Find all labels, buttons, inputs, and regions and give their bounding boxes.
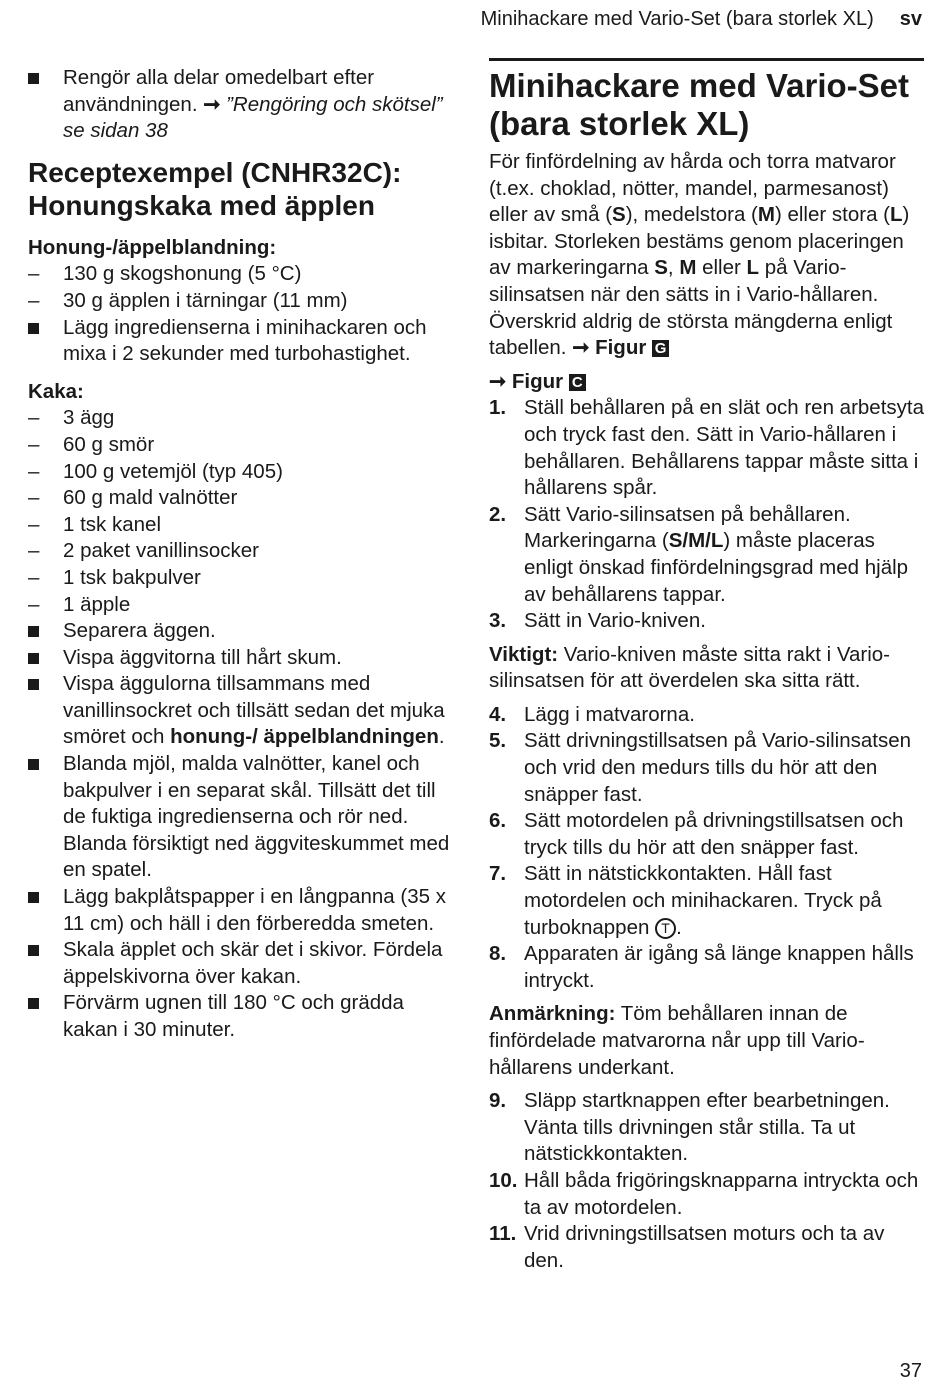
important-note: Viktigt: Vario-kniven måste sitta rakt i Vario-silinsatsen för att överdelen ska sitta rätt. (489, 642, 891, 693)
list-item: – 60 g mald valnötter (28, 486, 238, 510)
intro-paragraph: För finfördelning av hårda och torra matvaror (t.ex. choklad, nötter, mandel, parmesanost) eller av små (S), medelstora (M) eller stora (L) isbitar. Storleken bestäms genom placeringen av markeringarna S, M eller L på Vario-silinsatsen när den sätts in i Vario-hållaren. (489, 150, 910, 306)
bullet-square-icon (28, 645, 39, 672)
list-item: Vispa äggulorna tillsammans med vanillinsockret och tillsätt sedan det mjuka smöret och honung-/ äppelblandningen. (28, 671, 458, 751)
header-title: Minihackare med Vario-Set (bara storlek XL) (480, 8, 874, 30)
numbered-step: 2. Sätt Vario-silinsatsen på behållaren. Markeringarna (S/M/L) måste placeras enligt önskad finfördelningsgrad med hjälp av behållarens tappar. (489, 502, 909, 606)
list-item: Blanda mjöl, malda valnötter, kanel och bakpulver i en separat skål. Tillsätt det till de fuktiga ingredienserna och rör ned. Blanda försiktigt ned äggviteskummet med en spatel. (28, 751, 458, 884)
numbered-step: 3. Sätt in Vario-kniven. (489, 609, 706, 633)
list-item: Skala äpplet och skär det i skivor. Fördela äppelskivorna över kakan. (28, 937, 458, 990)
section-rule (489, 58, 924, 61)
list-item: Förvärm ugnen till 180 °C och grädda kakan i 30 minuter. (28, 990, 458, 1043)
left-column (28, 65, 458, 1044)
figure-letter-badge: G (652, 340, 669, 357)
numbered-step: 5. Sätt drivningstillsatsen på Vario-silinsatsen och vrid den medurs tills du hör att den snäpper fast. (489, 729, 912, 806)
numbered-step: 11. Vrid drivningstillsatsen moturs och ta av den. (489, 1222, 885, 1272)
remark-note: Anmärkning: Töm behållaren innan de finfördelade matvarorna når upp till Vario-hållarens underkant. (489, 1002, 865, 1079)
list-item: – 1 tsk kanel (28, 512, 161, 536)
list-item: Lägg ingredienserna i minihackaren och mixa i 2 sekunder med turbohastighet. (28, 315, 458, 368)
bullet-square-icon (28, 751, 39, 778)
bullet-square-icon (28, 671, 39, 698)
numbered-step: 8. Apparaten är igång så länge knappen hålls intryckt. (489, 942, 914, 992)
right-column (489, 58, 924, 1274)
bullet-square-icon (28, 990, 39, 1017)
numbered-step: 7. Sätt in nätstickkontakten. Håll fast motordelen och minihackaren. Tryck på turboknappen T . (489, 862, 882, 939)
figure-ref-line: ➞ Figur C (489, 369, 924, 396)
list-item: – 2 paket vanillinsocker (28, 539, 259, 563)
amount-warning: Överskrid aldrig de största mängderna enligt tabellen. ➞ Figur G (489, 309, 893, 360)
numbered-step: 9. Släpp startknappen efter bearbetningen. Vänta tills drivningen står stilla. Ta ut nätstickkontakten. (489, 1089, 890, 1166)
page-number: 37 (899, 1360, 922, 1382)
arrow-right-icon: ➞ (489, 369, 507, 393)
numbered-step: 1. Ställ behållaren på en slät och ren arbetsyta och tryck fast den. Sätt in Vario-hållaren i behållaren. Behållarens tappar måste sitta i hållarens spår. (489, 396, 925, 500)
recipe-title: Receptexempel (CNHR32C): Honungskaka med äpplen (28, 156, 402, 221)
list-item: – 100 g vetemjöl (typ 405) (28, 459, 283, 483)
turbo-button-icon: T (655, 918, 676, 939)
list-item: – 1 tsk bakpulver (28, 565, 201, 589)
bullet-square-icon (28, 618, 39, 645)
language-code: sv (899, 8, 922, 30)
bullet-square-icon (28, 884, 39, 911)
bullet-square-icon (28, 65, 39, 92)
mix-heading: Honung-/äppelblandning: (28, 235, 277, 259)
list-item: – 30 g äpplen i tärningar (11 mm) (28, 288, 348, 312)
arrow-right-icon: ➞ (203, 92, 221, 116)
bullet-square-icon (28, 937, 39, 964)
list-item: – 1 äpple (28, 592, 131, 616)
numbered-step: 6. Sätt motordelen på drivningstillsatsen och tryck tills du hör att den snäpper fast. (489, 809, 904, 859)
figure-ref: Figur (595, 336, 647, 360)
list-item: Separera äggen. (28, 618, 458, 645)
list-item: Rengör alla delar omedelbart efter användningen. ➞ ”Rengöring och skötsel” se sidan 38 (28, 65, 458, 145)
cake-heading: Kaka: (28, 379, 84, 403)
list-item: – 3 ägg (28, 406, 115, 430)
bullet-square-icon (28, 315, 39, 342)
list-item: – 60 g smör (28, 432, 155, 456)
list-item: – 130 g skogshonung (5 °C) (28, 262, 302, 286)
running-header (0, 6, 922, 32)
arrow-right-icon: ➞ (572, 336, 590, 360)
list-item: Lägg bakplåtspapper i en långpanna (35 x 11 cm) och häll i den förberedda smeten. (28, 884, 458, 937)
figure-letter-badge: C (569, 374, 586, 391)
numbered-step: 4. Lägg i matvarorna. (489, 702, 695, 726)
cross-reference: ”Rengöring och skötsel” se sidan 38 (63, 92, 443, 143)
section-title: Minihackare med Vario-Set (bara storlek XL) (489, 67, 909, 142)
numbered-step: 10. Håll båda frigöringsknapparna intryckta och ta av motordelen. (489, 1168, 919, 1219)
list-item: Vispa äggvitorna till hårt skum. (28, 645, 458, 672)
